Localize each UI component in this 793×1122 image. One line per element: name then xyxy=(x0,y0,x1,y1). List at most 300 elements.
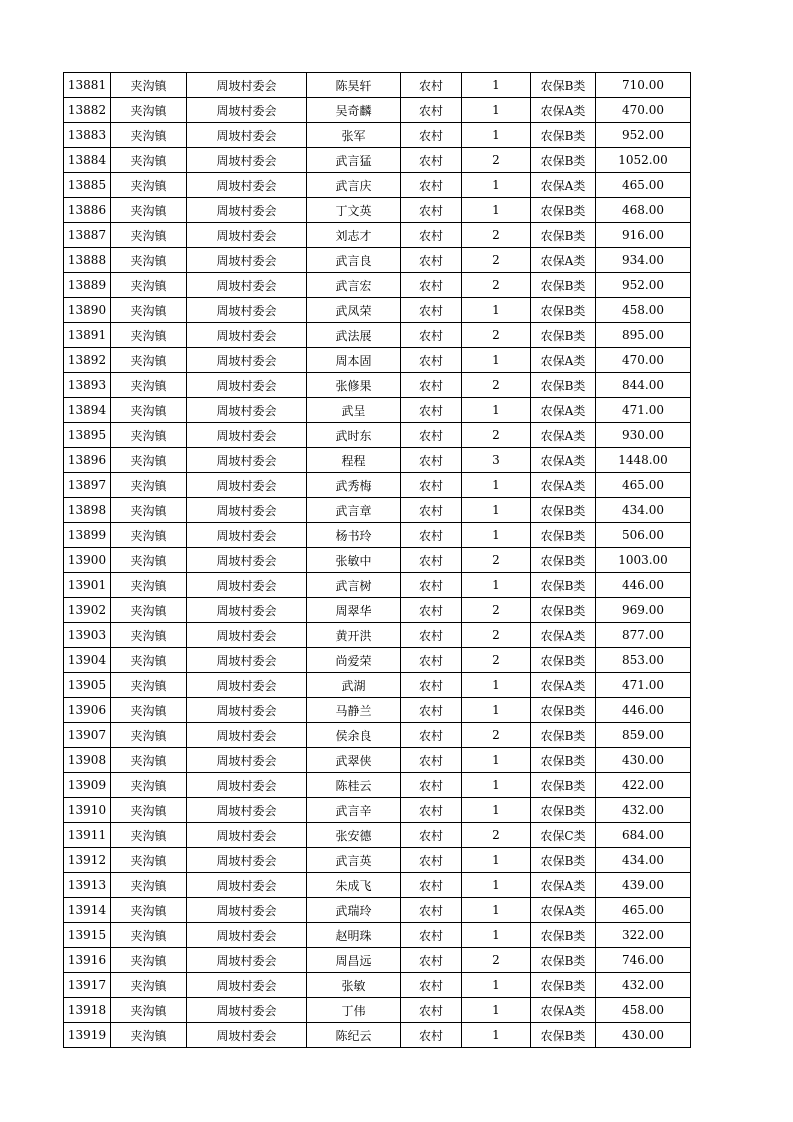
table-cell-amount: 895.00 xyxy=(596,323,691,348)
table-cell-type: 农村 xyxy=(401,448,462,473)
table-cell-type: 农村 xyxy=(401,648,462,673)
table-cell-name: 武翠侠 xyxy=(307,748,401,773)
table-cell-cat: 农保B类 xyxy=(531,123,596,148)
table-cell-id: 13887 xyxy=(64,223,111,248)
table-cell-type: 农村 xyxy=(401,598,462,623)
table-cell-cat: 农保B类 xyxy=(531,773,596,798)
table-row xyxy=(64,848,691,873)
table-cell-amount: 470.00 xyxy=(596,348,691,373)
table-cell-count: 1 xyxy=(462,773,531,798)
table-row xyxy=(64,748,691,773)
table-cell-count: 2 xyxy=(462,823,531,848)
table-row xyxy=(64,648,691,673)
table-cell-amount: 506.00 xyxy=(596,523,691,548)
table-cell-village: 周坡村委会 xyxy=(187,723,307,748)
table-cell-amount: 432.00 xyxy=(596,973,691,998)
table-cell-count: 2 xyxy=(462,648,531,673)
table-cell-town: 夹沟镇 xyxy=(111,648,187,673)
table-cell-id: 13903 xyxy=(64,623,111,648)
table-cell-name: 陈纪云 xyxy=(307,1023,401,1048)
table-cell-cat: 农保B类 xyxy=(531,298,596,323)
table-cell-town: 夹沟镇 xyxy=(111,248,187,273)
table-cell-id: 13911 xyxy=(64,823,111,848)
table-cell-amount: 434.00 xyxy=(596,498,691,523)
table-cell-name: 武湖 xyxy=(307,673,401,698)
table-cell-count: 2 xyxy=(462,623,531,648)
table-cell-village: 周坡村委会 xyxy=(187,923,307,948)
table-cell-count: 2 xyxy=(462,273,531,298)
table-cell-cat: 农保A类 xyxy=(531,473,596,498)
table-cell-village: 周坡村委会 xyxy=(187,1023,307,1048)
table-cell-id: 13886 xyxy=(64,198,111,223)
table-cell-cat: 农保B类 xyxy=(531,923,596,948)
table-cell-amount: 934.00 xyxy=(596,248,691,273)
table-cell-town: 夹沟镇 xyxy=(111,798,187,823)
table-cell-town: 夹沟镇 xyxy=(111,98,187,123)
table-row xyxy=(64,198,691,223)
table-cell-town: 夹沟镇 xyxy=(111,298,187,323)
table-cell-town: 夹沟镇 xyxy=(111,1023,187,1048)
table-cell-amount: 1448.00 xyxy=(596,448,691,473)
table-row xyxy=(64,798,691,823)
table-cell-cat: 农保B类 xyxy=(531,498,596,523)
table-cell-amount: 1052.00 xyxy=(596,148,691,173)
table-cell-name: 武言辛 xyxy=(307,798,401,823)
table-row xyxy=(64,623,691,648)
table-cell-type: 农村 xyxy=(401,848,462,873)
table-cell-type: 农村 xyxy=(401,298,462,323)
table-cell-amount: 432.00 xyxy=(596,798,691,823)
table-cell-cat: 农保B类 xyxy=(531,223,596,248)
table-cell-village: 周坡村委会 xyxy=(187,423,307,448)
table-cell-id: 13912 xyxy=(64,848,111,873)
table-cell-name: 张军 xyxy=(307,123,401,148)
table-cell-name: 黄开洪 xyxy=(307,623,401,648)
table-cell-village: 周坡村委会 xyxy=(187,448,307,473)
table-cell-type: 农村 xyxy=(401,623,462,648)
table-row xyxy=(64,823,691,848)
table-cell-id: 13900 xyxy=(64,548,111,573)
table-cell-name: 武言庆 xyxy=(307,173,401,198)
table-cell-cat: 农保B类 xyxy=(531,198,596,223)
table-cell-amount: 322.00 xyxy=(596,923,691,948)
table-cell-cat: 农保B类 xyxy=(531,523,596,548)
table-cell-name: 程程 xyxy=(307,448,401,473)
table-cell-cat: 农保B类 xyxy=(531,948,596,973)
table-cell-type: 农村 xyxy=(401,998,462,1023)
table-cell-cat: 农保A类 xyxy=(531,873,596,898)
table-row xyxy=(64,898,691,923)
table-cell-cat: 农保A类 xyxy=(531,248,596,273)
table-cell-town: 夹沟镇 xyxy=(111,698,187,723)
table-cell-cat: 农保B类 xyxy=(531,148,596,173)
table-cell-id: 13913 xyxy=(64,873,111,898)
table-cell-id: 13898 xyxy=(64,498,111,523)
table-cell-name: 武凤荣 xyxy=(307,298,401,323)
table-cell-cat: 农保B类 xyxy=(531,748,596,773)
table-cell-town: 夹沟镇 xyxy=(111,223,187,248)
table-row xyxy=(64,248,691,273)
table-cell-village: 周坡村委会 xyxy=(187,823,307,848)
table-cell-town: 夹沟镇 xyxy=(111,448,187,473)
table-row xyxy=(64,223,691,248)
table-cell-name: 马静兰 xyxy=(307,698,401,723)
table-cell-type: 农村 xyxy=(401,248,462,273)
table-row xyxy=(64,73,691,98)
table-cell-type: 农村 xyxy=(401,423,462,448)
table-cell-type: 农村 xyxy=(401,473,462,498)
table-cell-amount: 710.00 xyxy=(596,73,691,98)
table-cell-count: 2 xyxy=(462,148,531,173)
table-cell-town: 夹沟镇 xyxy=(111,823,187,848)
table-cell-type: 农村 xyxy=(401,973,462,998)
table-cell-town: 夹沟镇 xyxy=(111,923,187,948)
table-cell-id: 13897 xyxy=(64,473,111,498)
table-cell-village: 周坡村委会 xyxy=(187,273,307,298)
table-row xyxy=(64,773,691,798)
table-cell-cat: 农保B类 xyxy=(531,273,596,298)
table-cell-type: 农村 xyxy=(401,923,462,948)
table-cell-amount: 916.00 xyxy=(596,223,691,248)
table-cell-town: 夹沟镇 xyxy=(111,123,187,148)
table-cell-count: 1 xyxy=(462,198,531,223)
table-cell-name: 武言良 xyxy=(307,248,401,273)
table-cell-type: 农村 xyxy=(401,898,462,923)
table-row xyxy=(64,123,691,148)
table-cell-count: 1 xyxy=(462,173,531,198)
table-cell-village: 周坡村委会 xyxy=(187,473,307,498)
table-cell-cat: 农保B类 xyxy=(531,723,596,748)
table-cell-count: 1 xyxy=(462,348,531,373)
table-row xyxy=(64,873,691,898)
table-cell-village: 周坡村委会 xyxy=(187,548,307,573)
table-cell-village: 周坡村委会 xyxy=(187,123,307,148)
table-row xyxy=(64,1023,691,1048)
table-cell-cat: 农保B类 xyxy=(531,1023,596,1048)
table-cell-town: 夹沟镇 xyxy=(111,348,187,373)
table-cell-amount: 446.00 xyxy=(596,573,691,598)
table-cell-name: 武呈 xyxy=(307,398,401,423)
table-row xyxy=(64,298,691,323)
table-cell-type: 农村 xyxy=(401,373,462,398)
table-cell-count: 1 xyxy=(462,98,531,123)
table-cell-town: 夹沟镇 xyxy=(111,748,187,773)
table-cell-amount: 471.00 xyxy=(596,673,691,698)
table-cell-cat: 农保A类 xyxy=(531,398,596,423)
table-cell-cat: 农保B类 xyxy=(531,373,596,398)
table-cell-cat: 农保A类 xyxy=(531,898,596,923)
table-cell-id: 13918 xyxy=(64,998,111,1023)
table-cell-village: 周坡村委会 xyxy=(187,373,307,398)
table-cell-name: 武言树 xyxy=(307,573,401,598)
table-cell-count: 1 xyxy=(462,73,531,98)
table-cell-amount: 746.00 xyxy=(596,948,691,973)
table-cell-type: 农村 xyxy=(401,323,462,348)
table-row xyxy=(64,548,691,573)
table-cell-town: 夹沟镇 xyxy=(111,373,187,398)
table-cell-id: 13890 xyxy=(64,298,111,323)
table-cell-village: 周坡村委会 xyxy=(187,673,307,698)
table-cell-type: 农村 xyxy=(401,398,462,423)
table-cell-type: 农村 xyxy=(401,523,462,548)
table-cell-type: 农村 xyxy=(401,823,462,848)
table-cell-name: 张安德 xyxy=(307,823,401,848)
table-cell-id: 13891 xyxy=(64,323,111,348)
table-cell-cat: 农保A类 xyxy=(531,448,596,473)
table-cell-village: 周坡村委会 xyxy=(187,248,307,273)
table-cell-amount: 1003.00 xyxy=(596,548,691,573)
table-cell-type: 农村 xyxy=(401,198,462,223)
table-cell-id: 13901 xyxy=(64,573,111,598)
table-cell-cat: 农保B类 xyxy=(531,698,596,723)
table-row xyxy=(64,148,691,173)
table-cell-village: 周坡村委会 xyxy=(187,73,307,98)
table-cell-cat: 农保C类 xyxy=(531,823,596,848)
table-row xyxy=(64,398,691,423)
table-row xyxy=(64,923,691,948)
table-cell-village: 周坡村委会 xyxy=(187,598,307,623)
table-cell-count: 2 xyxy=(462,723,531,748)
table-cell-count: 1 xyxy=(462,123,531,148)
table-cell-id: 13914 xyxy=(64,898,111,923)
table-cell-cat: 农保B类 xyxy=(531,848,596,873)
table-body xyxy=(64,73,691,1048)
table-cell-village: 周坡村委会 xyxy=(187,648,307,673)
table-cell-count: 1 xyxy=(462,298,531,323)
table-cell-type: 农村 xyxy=(401,573,462,598)
table-cell-village: 周坡村委会 xyxy=(187,798,307,823)
table-row xyxy=(64,573,691,598)
table-cell-name: 朱成飞 xyxy=(307,873,401,898)
table-cell-town: 夹沟镇 xyxy=(111,198,187,223)
table-cell-amount: 430.00 xyxy=(596,748,691,773)
table-cell-id: 13915 xyxy=(64,923,111,948)
table-row xyxy=(64,173,691,198)
table-cell-type: 农村 xyxy=(401,348,462,373)
table-cell-count: 1 xyxy=(462,798,531,823)
table-cell-name: 周本固 xyxy=(307,348,401,373)
table-cell-id: 13881 xyxy=(64,73,111,98)
table-cell-amount: 684.00 xyxy=(596,823,691,848)
table-row xyxy=(64,473,691,498)
table-cell-count: 2 xyxy=(462,423,531,448)
table-cell-count: 2 xyxy=(462,223,531,248)
table-cell-cat: 农保A类 xyxy=(531,673,596,698)
table-cell-cat: 农保B类 xyxy=(531,598,596,623)
table-cell-village: 周坡村委会 xyxy=(187,773,307,798)
table-cell-type: 农村 xyxy=(401,948,462,973)
table-cell-count: 1 xyxy=(462,473,531,498)
table-cell-amount: 430.00 xyxy=(596,1023,691,1048)
table-row xyxy=(64,598,691,623)
table-cell-cat: 农保A类 xyxy=(531,173,596,198)
table-cell-type: 农村 xyxy=(401,148,462,173)
table-cell-count: 1 xyxy=(462,973,531,998)
table-row xyxy=(64,323,691,348)
table-cell-count: 2 xyxy=(462,373,531,398)
table-cell-name: 武瑞玲 xyxy=(307,898,401,923)
table-cell-id: 13892 xyxy=(64,348,111,373)
table-cell-village: 周坡村委会 xyxy=(187,973,307,998)
table-cell-name: 张修果 xyxy=(307,373,401,398)
table-cell-id: 13902 xyxy=(64,598,111,623)
table-cell-village: 周坡村委会 xyxy=(187,898,307,923)
table-cell-village: 周坡村委会 xyxy=(187,398,307,423)
table-cell-cat: 农保A类 xyxy=(531,423,596,448)
table-cell-name: 张敏中 xyxy=(307,548,401,573)
table-cell-village: 周坡村委会 xyxy=(187,523,307,548)
table-cell-count: 1 xyxy=(462,523,531,548)
table-cell-type: 农村 xyxy=(401,498,462,523)
table-row xyxy=(64,98,691,123)
table-cell-name: 陈桂云 xyxy=(307,773,401,798)
table-cell-town: 夹沟镇 xyxy=(111,148,187,173)
table-cell-town: 夹沟镇 xyxy=(111,573,187,598)
table-cell-town: 夹沟镇 xyxy=(111,848,187,873)
table-row xyxy=(64,498,691,523)
table-cell-name: 尚爱荣 xyxy=(307,648,401,673)
table-cell-amount: 434.00 xyxy=(596,848,691,873)
table-cell-amount: 468.00 xyxy=(596,198,691,223)
table-cell-id: 13906 xyxy=(64,698,111,723)
table-cell-count: 1 xyxy=(462,748,531,773)
table-cell-town: 夹沟镇 xyxy=(111,998,187,1023)
table-cell-count: 1 xyxy=(462,848,531,873)
table-cell-id: 13884 xyxy=(64,148,111,173)
table-cell-count: 1 xyxy=(462,398,531,423)
table-cell-id: 13883 xyxy=(64,123,111,148)
table-cell-town: 夹沟镇 xyxy=(111,173,187,198)
table-cell-type: 农村 xyxy=(401,73,462,98)
table-cell-village: 周坡村委会 xyxy=(187,948,307,973)
table-cell-town: 夹沟镇 xyxy=(111,523,187,548)
table-cell-count: 1 xyxy=(462,873,531,898)
table-cell-count: 2 xyxy=(462,248,531,273)
table-cell-type: 农村 xyxy=(401,98,462,123)
table-cell-town: 夹沟镇 xyxy=(111,498,187,523)
table-cell-amount: 471.00 xyxy=(596,398,691,423)
table-cell-id: 13899 xyxy=(64,523,111,548)
records-table xyxy=(63,72,691,1048)
table-cell-count: 1 xyxy=(462,673,531,698)
table-cell-name: 周翠华 xyxy=(307,598,401,623)
table-cell-count: 1 xyxy=(462,898,531,923)
table-cell-type: 农村 xyxy=(401,748,462,773)
table-cell-town: 夹沟镇 xyxy=(111,973,187,998)
table-cell-id: 13889 xyxy=(64,273,111,298)
table-cell-type: 农村 xyxy=(401,173,462,198)
table-cell-cat: 农保A类 xyxy=(531,998,596,1023)
table-cell-town: 夹沟镇 xyxy=(111,598,187,623)
table-cell-count: 3 xyxy=(462,448,531,473)
table-cell-amount: 422.00 xyxy=(596,773,691,798)
table-row xyxy=(64,423,691,448)
table-cell-town: 夹沟镇 xyxy=(111,398,187,423)
table-row xyxy=(64,373,691,398)
table-cell-cat: 农保B类 xyxy=(531,973,596,998)
table-cell-town: 夹沟镇 xyxy=(111,773,187,798)
table-cell-name: 丁文英 xyxy=(307,198,401,223)
table-cell-type: 农村 xyxy=(401,723,462,748)
table-cell-type: 农村 xyxy=(401,698,462,723)
table-cell-town: 夹沟镇 xyxy=(111,948,187,973)
table-cell-count: 1 xyxy=(462,998,531,1023)
table-cell-village: 周坡村委会 xyxy=(187,348,307,373)
table-cell-name: 武言英 xyxy=(307,848,401,873)
table-cell-cat: 农保B类 xyxy=(531,323,596,348)
table-cell-cat: 农保A类 xyxy=(531,98,596,123)
table-cell-village: 周坡村委会 xyxy=(187,498,307,523)
table-cell-amount: 859.00 xyxy=(596,723,691,748)
table-cell-village: 周坡村委会 xyxy=(187,148,307,173)
table-cell-amount: 465.00 xyxy=(596,473,691,498)
table-cell-village: 周坡村委会 xyxy=(187,98,307,123)
table-cell-town: 夹沟镇 xyxy=(111,273,187,298)
table-row xyxy=(64,723,691,748)
table-cell-name: 赵明珠 xyxy=(307,923,401,948)
table-cell-cat: 农保A类 xyxy=(531,623,596,648)
table-cell-name: 武言猛 xyxy=(307,148,401,173)
table-cell-type: 农村 xyxy=(401,798,462,823)
table-cell-village: 周坡村委会 xyxy=(187,198,307,223)
table-cell-town: 夹沟镇 xyxy=(111,548,187,573)
table-row xyxy=(64,448,691,473)
table-cell-village: 周坡村委会 xyxy=(187,623,307,648)
table-cell-name: 陈昊轩 xyxy=(307,73,401,98)
table-cell-id: 13882 xyxy=(64,98,111,123)
table-cell-id: 13888 xyxy=(64,248,111,273)
table-cell-id: 13910 xyxy=(64,798,111,823)
table-row xyxy=(64,998,691,1023)
table-cell-id: 13908 xyxy=(64,748,111,773)
table-cell-name: 武法展 xyxy=(307,323,401,348)
table-cell-type: 农村 xyxy=(401,673,462,698)
table-cell-id: 13917 xyxy=(64,973,111,998)
table-cell-town: 夹沟镇 xyxy=(111,323,187,348)
table-cell-id: 13916 xyxy=(64,948,111,973)
table-cell-town: 夹沟镇 xyxy=(111,623,187,648)
table-cell-id: 13885 xyxy=(64,173,111,198)
table-cell-village: 周坡村委会 xyxy=(187,998,307,1023)
table-cell-village: 周坡村委会 xyxy=(187,698,307,723)
table-cell-amount: 446.00 xyxy=(596,698,691,723)
table-cell-cat: 农保B类 xyxy=(531,573,596,598)
table-cell-id: 13919 xyxy=(64,1023,111,1048)
table-cell-id: 13895 xyxy=(64,423,111,448)
table-cell-cat: 农保B类 xyxy=(531,548,596,573)
table-cell-type: 农村 xyxy=(401,273,462,298)
table-cell-count: 2 xyxy=(462,598,531,623)
table-cell-type: 农村 xyxy=(401,1023,462,1048)
table-cell-town: 夹沟镇 xyxy=(111,873,187,898)
table-cell-town: 夹沟镇 xyxy=(111,723,187,748)
table-row xyxy=(64,523,691,548)
table-cell-name: 侯余良 xyxy=(307,723,401,748)
table-cell-amount: 470.00 xyxy=(596,98,691,123)
table-cell-town: 夹沟镇 xyxy=(111,423,187,448)
table-cell-amount: 465.00 xyxy=(596,173,691,198)
table-cell-type: 农村 xyxy=(401,548,462,573)
table-cell-name: 吴奇麟 xyxy=(307,98,401,123)
table-row xyxy=(64,673,691,698)
table-cell-id: 13894 xyxy=(64,398,111,423)
table-cell-village: 周坡村委会 xyxy=(187,573,307,598)
table-cell-amount: 439.00 xyxy=(596,873,691,898)
table-cell-id: 13905 xyxy=(64,673,111,698)
table-row xyxy=(64,273,691,298)
table-cell-amount: 930.00 xyxy=(596,423,691,448)
table-row xyxy=(64,948,691,973)
